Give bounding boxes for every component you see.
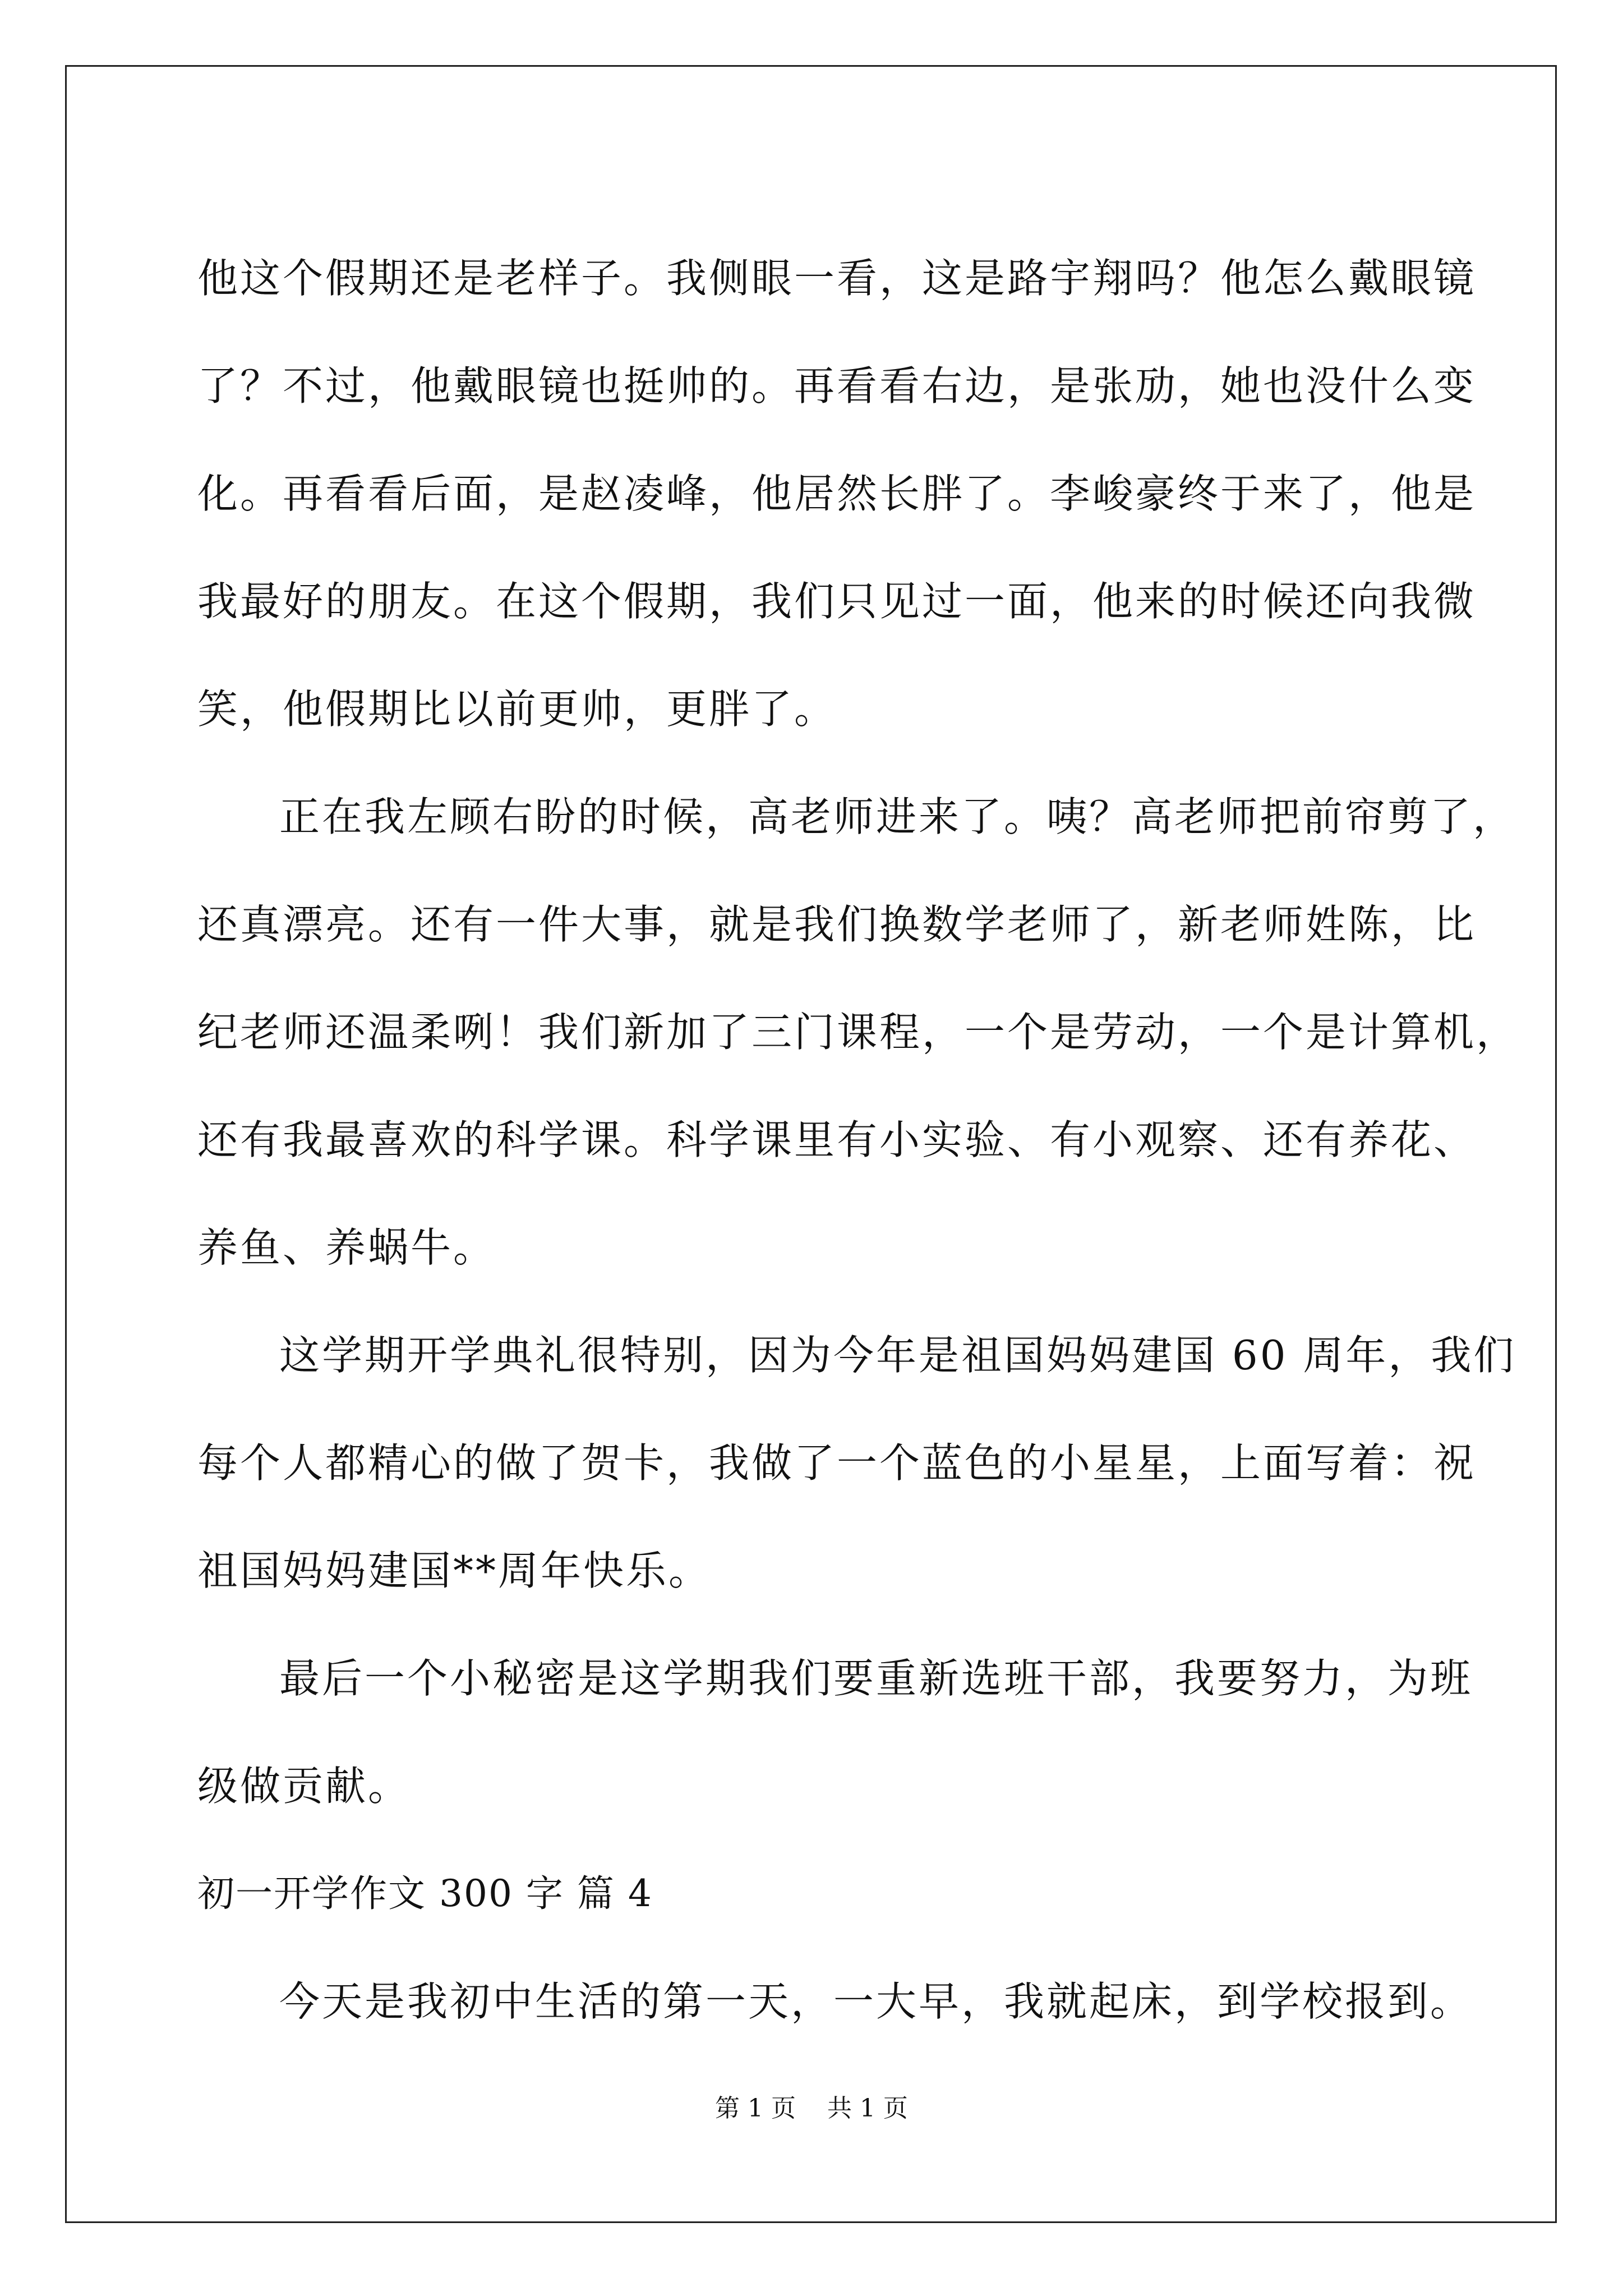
paragraph-start-line: 最后一个小秘密是这学期我们要重新选班干部，我要努力，为班 <box>279 1655 1473 1702</box>
body-line-8: 纪老师还温柔咧！我们新加了三门课程，一个是劳动，一个是计算机， <box>197 1009 1519 1056</box>
page-number-footer: 第 1 页 共 1 页 <box>715 2094 908 2123</box>
paragraph-start-line: 这学期开学典礼很特别，因为今年是祖国妈妈建国 60 周年，我们 <box>279 1332 1516 1379</box>
body-line-2: 了？不过，他戴眼镜也挺帅的。再看看右边，是张劢，她也没什么变 <box>197 362 1477 409</box>
paragraph-start-line: 正在我左顾右盼的时候，高老师进来了。咦？高老师把前帘剪了， <box>279 793 1516 840</box>
body-line-1: 他这个假期还是老样子。我侧眼一看，这是路宇翔吗？他怎么戴眼镜 <box>197 255 1477 302</box>
body-line-10: 养鱼、养蜗牛。 <box>197 1224 496 1271</box>
paragraph-start-line: 今天是我初中生活的第一天，一大早，我就起床，到学校报到。 <box>279 1978 1473 2025</box>
body-line-7: 还真漂亮。还有一件大事，就是我们换数学老师了，新老师姓陈，比 <box>197 901 1477 948</box>
document-body <box>197 224 1519 2055</box>
body-line-5: 笑，他假期比以前更帅，更胖了。 <box>197 685 837 733</box>
body-line-3: 化。再看看后面，是赵凌峰，他居然长胖了。李峻豪终于来了，他是 <box>197 470 1477 517</box>
body-line-4: 我最好的朋友。在这个假期，我们只见过一面，他来的时候还向我微 <box>197 578 1477 625</box>
section-heading: 初一开学作文 300 字 篇 4 <box>197 1872 653 1915</box>
body-line-15: 级做贡献。 <box>197 1763 411 1810</box>
body-line-9: 还有我最喜欢的科学课。科学课里有小实验、有小观察、还有养花、 <box>197 1116 1477 1163</box>
body-line-13: 祖国妈妈建国**周年快乐。 <box>197 1547 712 1594</box>
body-line-12: 每个人都精心的做了贺卡，我做了一个蓝色的小星星，上面写着：祝 <box>197 1439 1477 1487</box>
